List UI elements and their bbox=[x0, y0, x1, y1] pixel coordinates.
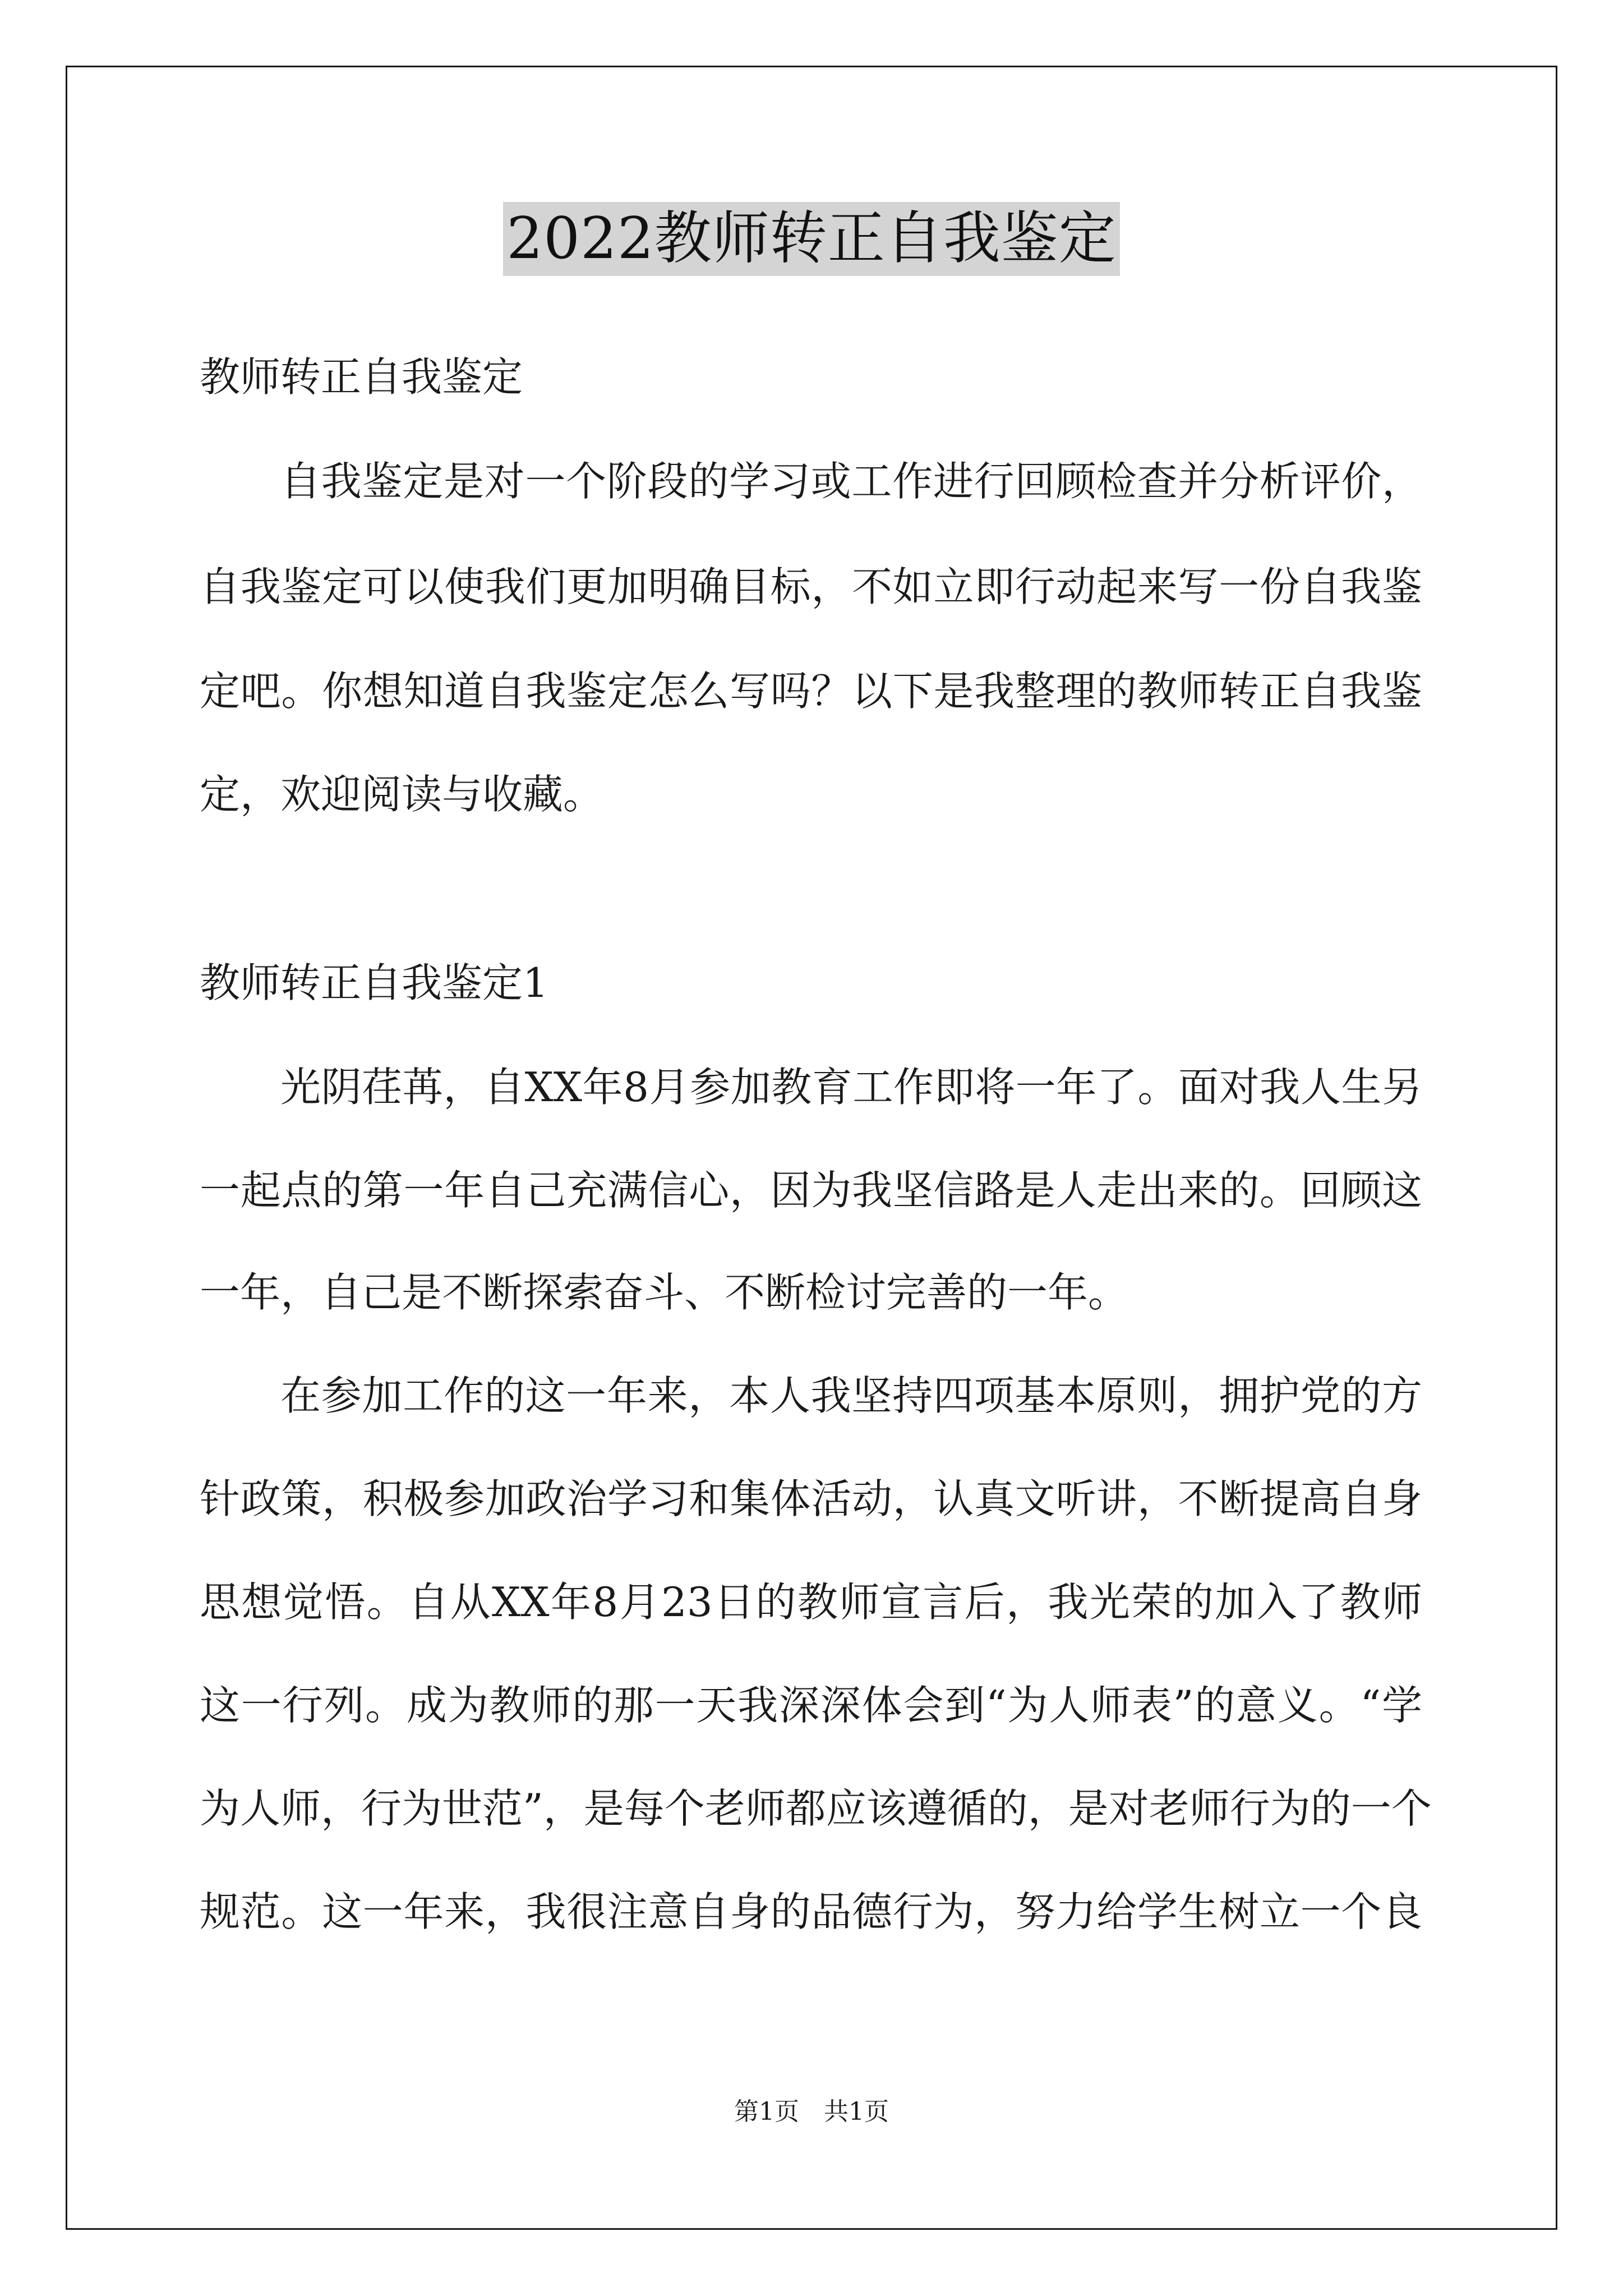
paragraph-line: 一起点的第一年自己充满信心，因为我坚信路是人走出来的。回顾这 bbox=[200, 1167, 1422, 1214]
paragraph-line: 一年，自己是不断探索奋斗、不断检讨完善的一年。 bbox=[200, 1269, 1129, 1316]
paragraph-line: 思想觉悟。自从XX年8月23日的教师宣言后，我光荣的加入了教师 bbox=[200, 1579, 1422, 1626]
paragraph-line: 针政策，积极参加政治学习和集体活动，认真文听讲，不断提高自身 bbox=[200, 1475, 1422, 1522]
page-number: 第1页 共1页 bbox=[734, 2097, 889, 2126]
paragraph-line: 为人师，行为世范”，是每个老师都应该遵循的，是对老师行为的一个 bbox=[200, 1785, 1432, 1832]
page-footer bbox=[0, 2095, 1623, 2129]
paragraph-line: 自我鉴定是对一个阶段的学习或工作进行回顾检查并分析评价， bbox=[280, 458, 1422, 505]
paragraph-line: 在参加工作的这一年来，本人我坚持四项基本原则，拥护党的方 bbox=[280, 1372, 1422, 1419]
paragraph-line: 定，欢迎阅读与收藏。 bbox=[200, 771, 604, 818]
paragraph-line: 光阴荏苒，自XX年8月参加教育工作即将一年了。面对我人生另 bbox=[280, 1064, 1422, 1111]
paragraph-line: 规范。这一年来，我很注意自身的品德行为，努力给学生树立一个良 bbox=[200, 1888, 1422, 1935]
paragraph-line: 自我鉴定可以使我们更加明确目标，不如立即行动起来写一份自我鉴 bbox=[200, 563, 1422, 610]
paragraph-line: 这一行列。成为教师的那一天我深深体会到“为人师表”的意义。“学 bbox=[200, 1682, 1422, 1729]
paragraph-line: 定吧。你想知道自我鉴定怎么写吗？以下是我整理的教师转正自我鉴 bbox=[200, 668, 1422, 715]
document-title: 2022教师转正自我鉴定 bbox=[503, 202, 1120, 276]
section-heading: 教师转正自我鉴定1 bbox=[200, 959, 548, 1006]
document-subtitle: 教师转正自我鉴定 bbox=[200, 353, 523, 401]
title-wrap bbox=[0, 202, 1623, 276]
